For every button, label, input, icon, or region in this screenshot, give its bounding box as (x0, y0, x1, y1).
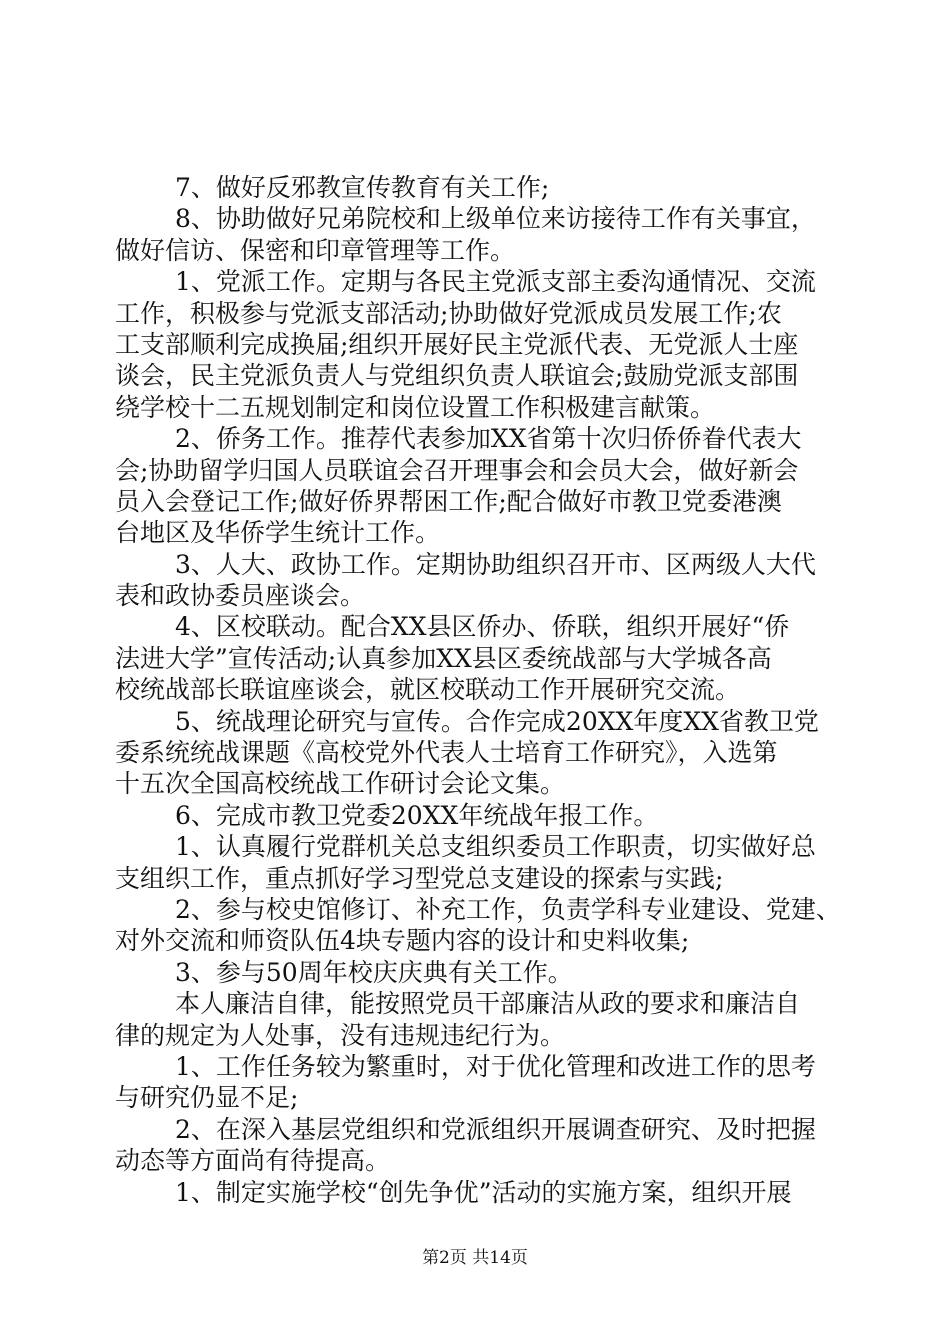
text-line: 2、参与校史馆修订、补充工作，负责学科专业建设、党建、 (175, 894, 841, 924)
text-line: 1、制定实施学校“创先争优”活动的实施方案，组织开展 (175, 1177, 792, 1207)
text-line: 4、区校联动。配合XX县区侨办、侨联，组织开展好“侨 (175, 612, 790, 642)
text-line: 委系统统战课题《高校党外代表人士培育工作研究》，入选第 (115, 738, 778, 768)
page-number-footer: 第2页 共14页 (422, 1248, 528, 1268)
text-line: 1、工作任务较为繁重时，对于优化管理和改进工作的思考 (175, 1051, 816, 1081)
text-line: 8、协助做好兄弟院校和上级单位来访接待工作有关事宜， (175, 204, 816, 234)
paragraph (115, 831, 837, 894)
paragraph (115, 266, 837, 423)
text-line: 工作，积极参与党派支部活动;协助做好党派成员发展工作;农 (115, 298, 782, 328)
paragraph (115, 172, 837, 203)
paragraph (115, 800, 837, 831)
text-line: 5、统战理论研究与宣传。合作完成20XX年度XX省教卫党 (175, 706, 819, 736)
paragraph (115, 203, 837, 266)
text-line: 会;协助留学归国人员联谊会召开理事会和会员大会，做好新会 (115, 455, 799, 485)
paragraph (115, 1177, 837, 1208)
text-line: 律的规定为人处事，没有违规违纪行为。 (115, 1020, 566, 1050)
text-line: 动态等方面尚有待提高。 (115, 1146, 391, 1176)
document-body (115, 172, 841, 1208)
text-line: 绕学校十二五规划制定和岗位设置工作积极建言献策。 (115, 392, 716, 422)
paragraph (115, 706, 837, 800)
text-line: 谈会，民主党派负责人与党组织负责人联谊会;鼓励党派支部围 (115, 361, 799, 391)
text-line: 2、在深入基层党组织和党派组织开展调查研究、及时把握 (175, 1114, 816, 1144)
paragraph (115, 549, 837, 612)
paragraph (115, 894, 841, 957)
paragraph (115, 988, 837, 1051)
paragraph (115, 1114, 837, 1177)
paragraph (115, 423, 837, 549)
paragraph (115, 957, 837, 988)
text-line: 十五次全国高校统战工作研讨会论文集。 (115, 769, 566, 799)
paragraph (115, 1051, 837, 1114)
text-line: 3、人大、政协工作。定期协助组织召开市、区两级人大代 (175, 549, 816, 579)
text-line: 本人廉洁自律，能按照党员干部廉洁从政的要求和廉洁自 (175, 989, 801, 1019)
text-line: 台地区及华侨学生统计工作。 (115, 518, 441, 548)
text-line: 法进大学”宣传活动;认真参加XX县区委统战部与大学城各高 (115, 643, 772, 673)
text-line: 1、党派工作。定期与各民主党派支部主委沟通情况、交流 (175, 267, 816, 297)
paragraph (115, 611, 837, 705)
text-line: 表和政协委员座谈会。 (115, 581, 366, 611)
text-line: 6、完成市教卫党委20XX年统战年报工作。 (175, 800, 659, 830)
text-line: 对外交流和师资队伍4块专题内容的设计和史料收集; (115, 926, 690, 956)
text-line: 支组织工作，重点抓好学习型党总支建设的探索与实践; (115, 863, 724, 893)
text-line: 工支部顺利完成换届;组织开展好民主党派代表、无党派人士座 (115, 329, 799, 359)
text-line: 做好信访、保密和印章管理等工作。 (115, 235, 516, 265)
text-line: 与研究仍显不足; (115, 1083, 299, 1113)
text-line: 校统战部长联谊座谈会，就区校联动工作开展研究交流。 (115, 675, 741, 705)
text-line: 员入会登记工作;做好侨界帮困工作;配合做好市教卫党委港澳 (115, 486, 782, 516)
text-line: 1、认真履行党群机关总支组织委员工作职责，切实做好总 (175, 832, 816, 862)
text-line: 2、侨务工作。推荐代表参加XX省第十次归侨侨眷代表大 (175, 424, 802, 454)
text-line: 3、参与50周年校庆庆典有关工作。 (175, 957, 573, 987)
text-line: 7、做好反邪教宣传教育有关工作; (175, 173, 550, 202)
